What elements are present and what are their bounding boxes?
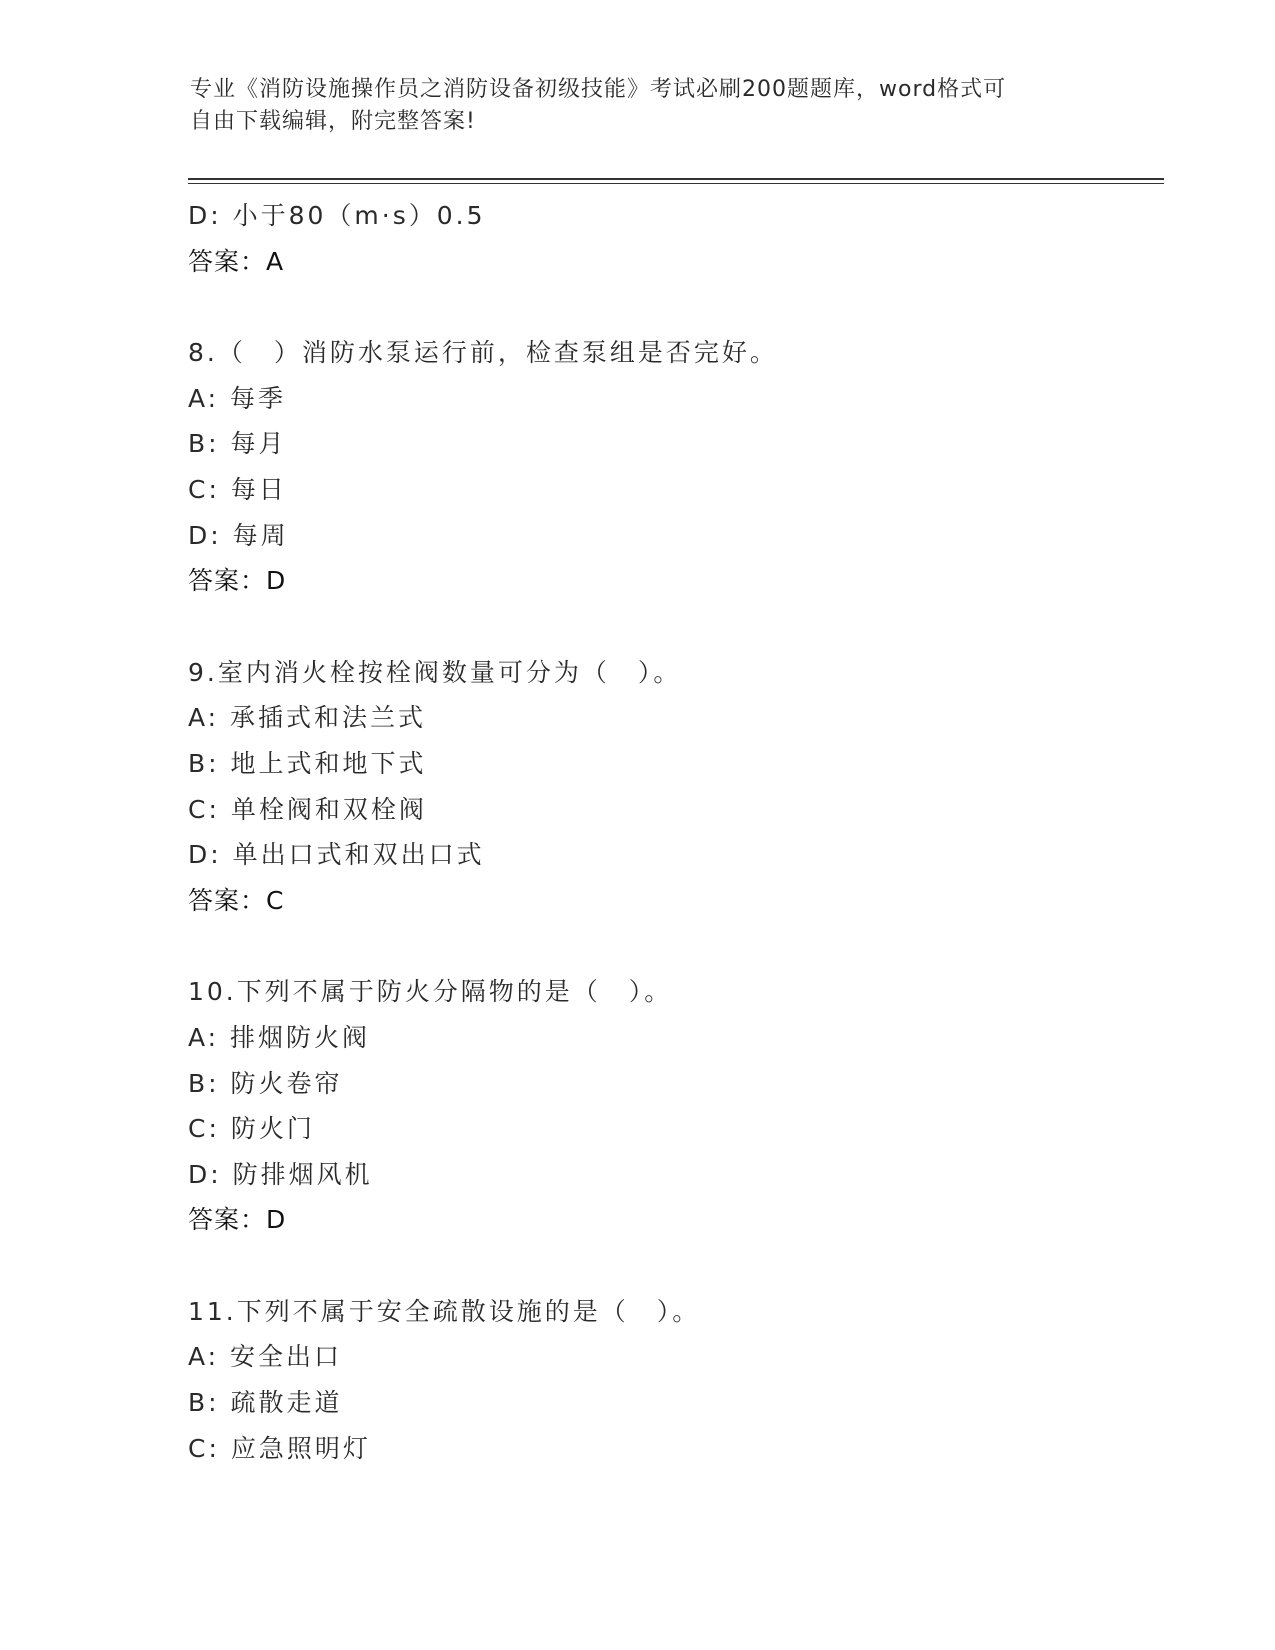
option-b: B: 每月 — [188, 429, 287, 459]
header-divider-thin — [188, 183, 1164, 184]
question-stem: 10.下列不属于防火分隔物的是（ ）。 — [188, 977, 673, 1007]
option-a: A: 排烟防火阀 — [188, 1022, 371, 1052]
option-b: B: 防火卷帘 — [188, 1068, 343, 1098]
answer-line: 答案：D — [188, 566, 287, 596]
option-a: A: 每季 — [188, 383, 287, 413]
option-c: C: 应急照明灯 — [188, 1433, 371, 1463]
option-d: D: 单出口式和双出口式 — [188, 840, 485, 870]
option-d: D: 每周 — [188, 520, 289, 550]
option-c: C: 单栓阀和双栓阀 — [188, 794, 427, 824]
option-b: B: 疏散走道 — [188, 1388, 343, 1418]
question-10 — [188, 969, 1148, 1243]
question-9 — [188, 650, 1148, 924]
question-list — [188, 193, 1148, 1471]
option-a: A: 安全出口 — [188, 1342, 343, 1372]
option-a: A: 承插式和法兰式 — [188, 703, 427, 733]
question-8 — [188, 330, 1148, 604]
previous-question-tail — [188, 193, 1148, 284]
option-d: D: 防排烟风机 — [188, 1159, 373, 1189]
answer-line: 答案：D — [188, 1205, 287, 1235]
question-stem: 8.（ ）消防水泵运行前，检查泵组是否完好。 — [188, 338, 778, 368]
option-d: D: 小于80（m·s）0.5 — [188, 201, 486, 230]
document-header — [190, 74, 1070, 138]
header-divider-thick — [188, 178, 1164, 180]
header-line-2: 自由下载编辑，附完整答案! — [190, 109, 476, 134]
question-stem: 11.下列不属于安全疏散设施的是（ ）。 — [188, 1296, 701, 1326]
question-stem: 9.室内消火栓按栓阀数量可分为（ ）。 — [188, 657, 682, 687]
option-c: C: 防火门 — [188, 1114, 315, 1144]
question-11 — [188, 1289, 1148, 1471]
option-b: B: 地上式和地下式 — [188, 748, 427, 778]
header-line-1: 专业《消防设施操作员之消防设备初级技能》考试必刷200题题库，word格式可 — [190, 77, 1007, 102]
option-c: C: 每日 — [188, 474, 287, 504]
answer-line: 答案：A — [188, 246, 285, 276]
answer-line: 答案：C — [188, 885, 285, 915]
